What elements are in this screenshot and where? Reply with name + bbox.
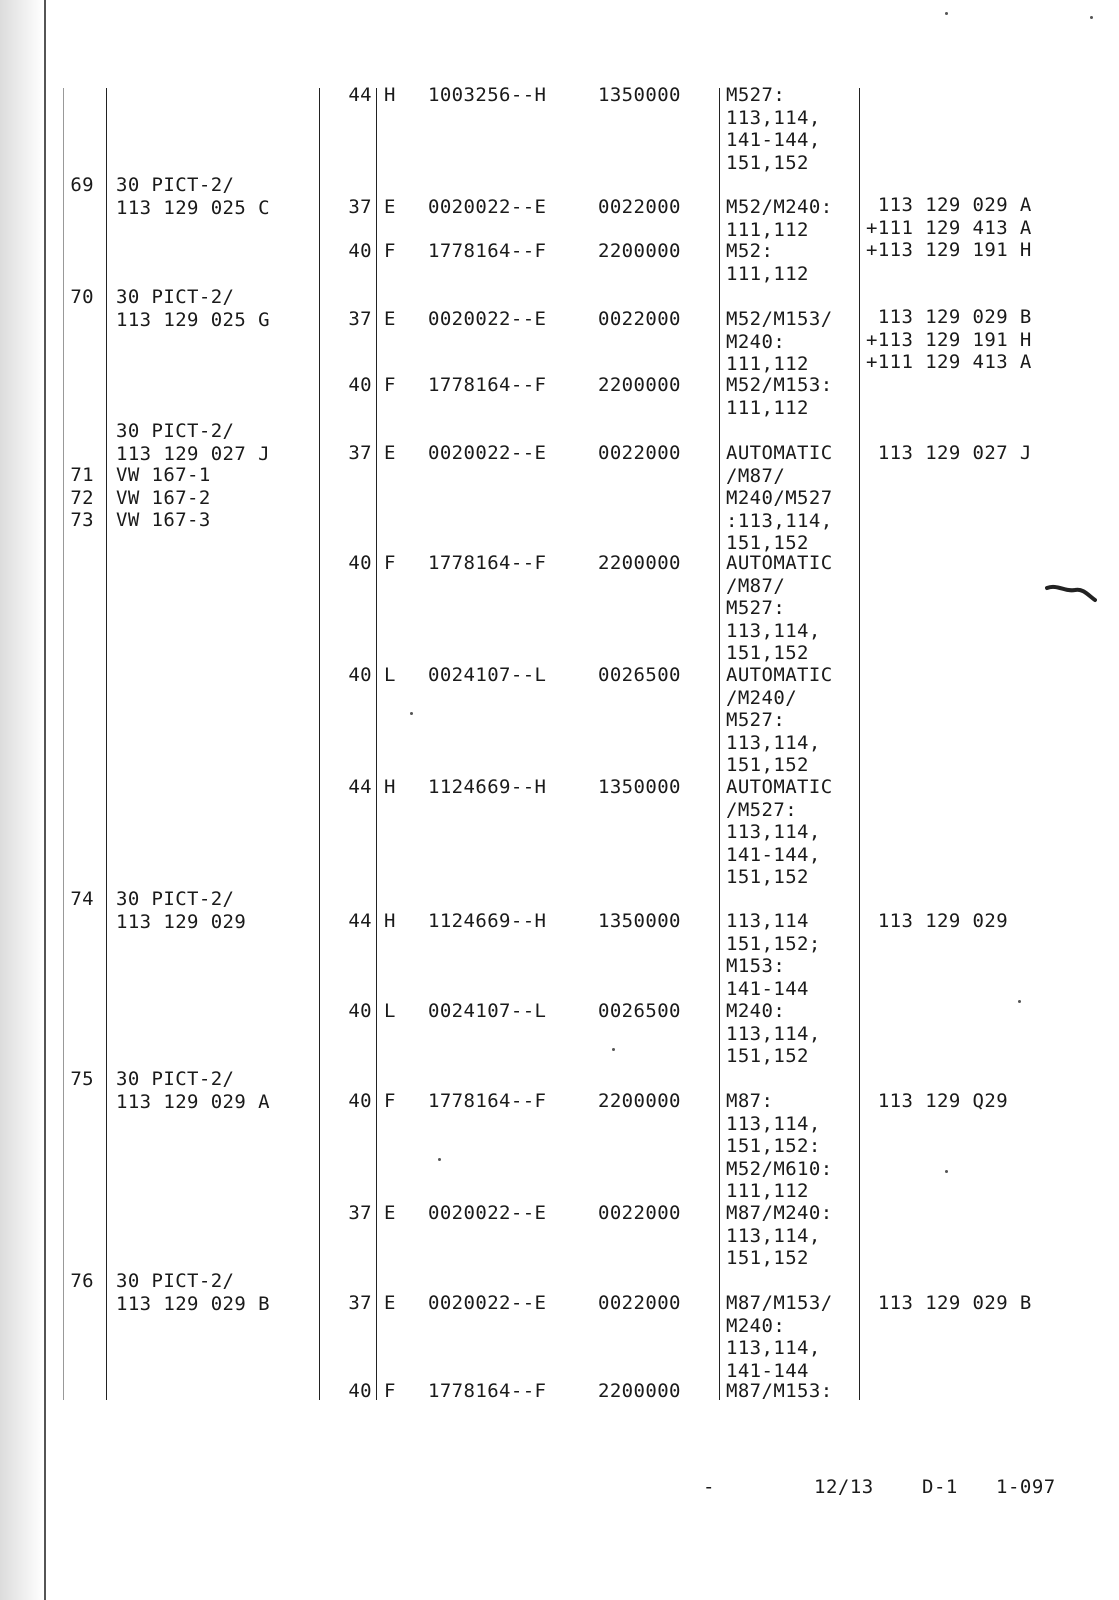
part-number: 1778164--F: [428, 240, 547, 262]
model-applicability: AUTOMATIC: [726, 664, 833, 686]
reference-part-number: 113 129 029 B: [866, 1292, 1032, 1314]
model-applicability: 151,152: [726, 754, 809, 776]
reference-part-number: 113 129 029: [866, 910, 1009, 932]
quantity: 0022000: [598, 442, 681, 464]
part-number: 0020022--E: [428, 1202, 547, 1224]
size-code: H: [384, 776, 396, 798]
size-value: 40: [348, 240, 372, 262]
model-applicability: M240:: [726, 1314, 786, 1337]
model-applicability: 113,114,: [726, 619, 821, 642]
size-value: 40: [348, 374, 372, 396]
size-value: 40: [348, 1380, 372, 1402]
size-value: 37: [348, 1292, 372, 1314]
scan-border-line: [44, 0, 46, 1600]
sub-item-description: VW 167-2: [116, 486, 211, 509]
scan-speck: [410, 712, 413, 715]
size-code: E: [384, 308, 396, 330]
quantity: 0022000: [598, 1202, 681, 1224]
part-number: 1124669--H: [428, 910, 547, 932]
item-number: 76: [70, 1270, 94, 1292]
quantity: 2200000: [598, 1090, 681, 1112]
column-rule-size: [376, 88, 377, 1400]
model-applicability: M87:: [726, 1090, 774, 1112]
part-number: 0020022--E: [428, 196, 547, 218]
model-applicability: 113,114,: [726, 106, 821, 129]
model-applicability: 141-144,: [726, 843, 821, 866]
size-code: L: [384, 664, 396, 686]
model-applicability: 113,114,: [726, 731, 821, 754]
quantity: 2200000: [598, 240, 681, 262]
scan-speck: [1018, 1000, 1021, 1003]
item-description: 30 PICT-2/: [116, 286, 235, 308]
model-applicability: M153:: [726, 955, 786, 977]
quantity: 1350000: [598, 910, 681, 932]
part-number: 1778164--F: [428, 552, 547, 574]
item-number: 75: [70, 1068, 94, 1090]
model-applicability: 141-144,: [726, 129, 821, 151]
model-applicability: 111,112: [726, 218, 809, 241]
size-value: 37: [348, 308, 372, 330]
item-description: 30 PICT-2/: [116, 420, 235, 442]
quantity: 2200000: [598, 1380, 681, 1402]
part-number: 1124669--H: [428, 776, 547, 798]
size-value: 44: [348, 910, 372, 932]
part-number: 1778164--F: [428, 1380, 547, 1402]
item-description: 113 129 029 A: [116, 1090, 270, 1113]
reference-part-number: +111 129 413 A: [866, 351, 1032, 373]
model-applicability: AUTOMATIC: [726, 552, 833, 574]
footer-section: D-1: [922, 1476, 958, 1498]
scan-speck: [945, 12, 948, 15]
size-value: 44: [348, 776, 372, 798]
part-number: 1778164--F: [428, 374, 547, 396]
item-number: 69: [70, 174, 94, 196]
reference-part-number: 113 129 027 J: [866, 442, 1032, 464]
model-applicability: 111,112: [726, 1180, 809, 1202]
part-number: 1003256--H: [428, 84, 547, 106]
item-description: 30 PICT-2/: [116, 1270, 235, 1292]
model-applicability: 113,114,: [726, 1224, 821, 1247]
model-applicability: M52/M153:: [726, 374, 833, 396]
size-value: 44: [348, 84, 372, 106]
quantity: 2200000: [598, 552, 681, 574]
size-code: L: [384, 1000, 396, 1022]
model-applicability: M52/M610:: [726, 1157, 833, 1180]
model-applicability: 111,112: [726, 353, 809, 375]
model-applicability: M52/M153/: [726, 308, 833, 330]
size-code: F: [384, 374, 396, 396]
sub-item-number: 72: [70, 486, 94, 509]
sub-item-description: VW 167-1: [116, 464, 211, 486]
model-applicability: /M527:: [726, 798, 798, 821]
model-applicability: /M87/: [726, 464, 786, 487]
item-description: 30 PICT-2/: [116, 174, 235, 196]
model-applicability: 113,114,: [726, 821, 821, 843]
size-value: 40: [348, 1000, 372, 1022]
model-applicability: 151,152: [726, 1045, 809, 1067]
size-code: H: [384, 84, 396, 106]
scan-margin: [0, 0, 48, 1600]
scan-speck: [612, 1048, 615, 1051]
model-applicability: 113,114: [726, 910, 809, 932]
item-description: 113 129 025 C: [116, 196, 270, 219]
scan-speck: [438, 1158, 441, 1161]
size-code: E: [384, 442, 396, 464]
sub-item-number: 71: [70, 464, 94, 486]
column-rule-model: [859, 88, 860, 1400]
item-description: 30 PICT-2/: [116, 888, 235, 910]
scan-speck: [1090, 16, 1093, 19]
quantity: 1350000: [598, 84, 681, 106]
item-description: 113 129 029: [116, 910, 247, 933]
size-code: F: [384, 240, 396, 262]
part-number: 0020022--E: [428, 308, 547, 330]
item-number: 74: [70, 888, 94, 910]
reference-part-number: +113 129 191 H: [866, 328, 1032, 351]
footer-page-fraction: 12/13: [814, 1476, 874, 1498]
size-value: 37: [348, 1202, 372, 1224]
model-applicability: 151,152:: [726, 1135, 821, 1157]
item-number: 70: [70, 286, 94, 308]
size-value: 40: [348, 552, 372, 574]
model-applicability: M240/M527: [726, 487, 833, 509]
quantity: 0022000: [598, 1292, 681, 1314]
quantity: 1350000: [598, 776, 681, 798]
item-description: 30 PICT-2/: [116, 1068, 235, 1090]
model-applicability: 151,152: [726, 532, 809, 554]
quantity: 2200000: [598, 374, 681, 396]
part-number: 0024107--L: [428, 664, 547, 686]
model-applicability: M240:: [726, 330, 786, 353]
model-applicability: AUTOMATIC: [726, 776, 833, 798]
model-applicability: M240:: [726, 1000, 786, 1022]
model-applicability: 113,114,: [726, 1112, 821, 1135]
reference-part-number: 113 129 029 A: [866, 194, 1032, 216]
size-code: E: [384, 1202, 396, 1224]
reference-part-number: +113 129 191 H: [866, 239, 1032, 261]
quantity: 0022000: [598, 196, 681, 218]
model-applicability: /M240/: [726, 686, 798, 709]
model-applicability: M87/M153:: [726, 1380, 833, 1402]
size-code: H: [384, 910, 396, 932]
part-number: 1778164--F: [428, 1090, 547, 1112]
model-applicability: M52:: [726, 240, 774, 262]
model-applicability: 151,152: [726, 151, 809, 174]
model-applicability: M52/M240:: [726, 196, 833, 218]
sub-item-description: VW 167-3: [116, 509, 211, 531]
model-applicability: 111,112: [726, 396, 809, 419]
column-rule-qty: [719, 88, 720, 1400]
part-number: 0020022--E: [428, 1292, 547, 1314]
model-applicability: M527:: [726, 84, 786, 106]
part-number: 0020022--E: [428, 442, 547, 464]
footer-doc-code: 1-097: [996, 1476, 1056, 1498]
quantity: 0026500: [598, 664, 681, 686]
size-code: F: [384, 552, 396, 574]
model-applicability: 111,112: [726, 262, 809, 285]
model-applicability: /M87/: [726, 574, 786, 597]
model-applicability: 113,114,: [726, 1337, 821, 1359]
model-applicability: 151,152: [726, 642, 809, 664]
part-number: 0024107--L: [428, 1000, 547, 1022]
model-applicability: 151,152;: [726, 932, 821, 955]
size-code: E: [384, 1292, 396, 1314]
model-applicability: AUTOMATIC: [726, 442, 833, 464]
model-applicability: M527:: [726, 597, 786, 619]
reference-part-number: 113 129 Q29: [866, 1090, 1009, 1112]
quantity: 0026500: [598, 1000, 681, 1022]
footer-dash: -: [703, 1476, 715, 1498]
ink-smudge: [1045, 582, 1097, 604]
size-code: F: [384, 1380, 396, 1402]
model-applicability: 151,152: [726, 866, 809, 888]
sub-item-number: 73: [70, 509, 94, 531]
model-applicability: 141-144: [726, 977, 809, 1000]
item-description: 113 129 029 B: [116, 1292, 270, 1315]
size-value: 40: [348, 664, 372, 686]
model-applicability: M87/M153/: [726, 1292, 833, 1314]
reference-part-number: +111 129 413 A: [866, 216, 1032, 239]
size-code: E: [384, 196, 396, 218]
quantity: 0022000: [598, 308, 681, 330]
column-rule-item: [106, 88, 107, 1400]
model-applicability: M87/M240:: [726, 1202, 833, 1224]
size-code: F: [384, 1090, 396, 1112]
model-applicability: 113,114,: [726, 1022, 821, 1045]
column-rule-left: [63, 88, 64, 1400]
model-applicability: :113,114,: [726, 509, 833, 532]
item-description: 113 129 027 J: [116, 442, 270, 465]
model-applicability: M527:: [726, 709, 786, 731]
model-applicability: 151,152: [726, 1247, 809, 1269]
item-description: 113 129 025 G: [116, 308, 270, 331]
scan-speck: [945, 1170, 948, 1173]
model-applicability: 141-144: [726, 1359, 809, 1382]
reference-part-number: 113 129 029 B: [866, 306, 1032, 328]
size-value: 37: [348, 442, 372, 464]
size-value: 37: [348, 196, 372, 218]
size-value: 40: [348, 1090, 372, 1112]
